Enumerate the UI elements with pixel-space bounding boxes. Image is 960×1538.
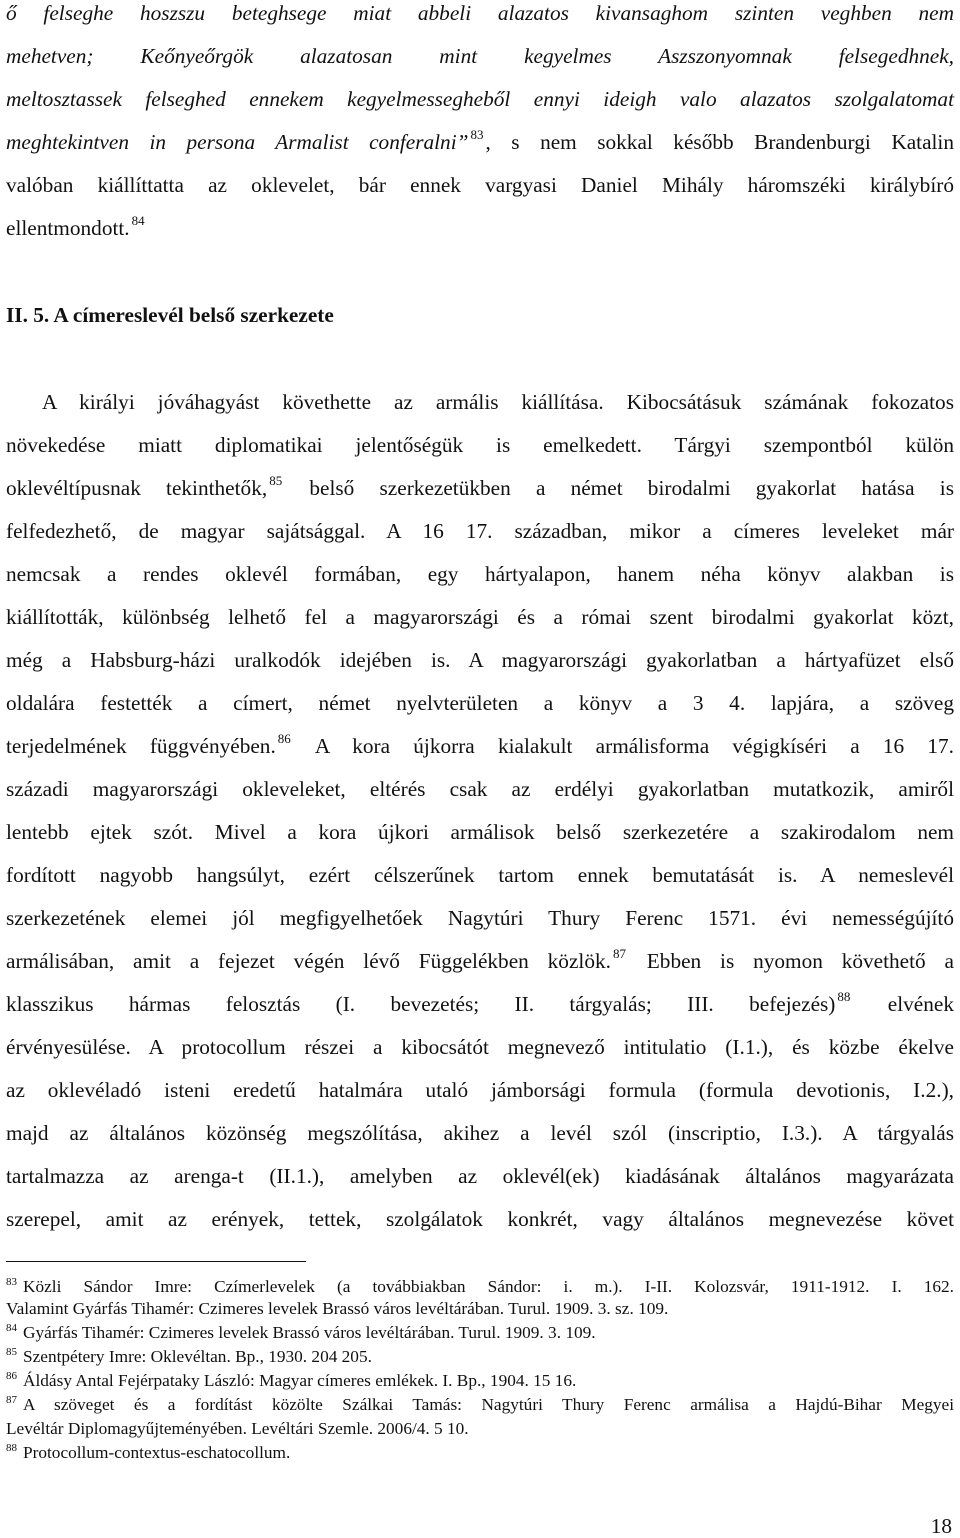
footnote-88-text: Protocollum-contextus-eschatocollum.: [23, 1443, 291, 1462]
body-line-9b: A kora újkorra kialakult armálisforma végigkíséri a 16 17.: [314, 734, 954, 758]
intro-line-4: [6, 129, 954, 158]
body-line-4: felfedezhető, de magyar sajátsággal. A 16 17. században, mikor a címeres leveleket már: [6, 519, 954, 543]
body-line-1: A királyi jóváhagyást követhette az armális kiállítása. Kibocsátásuk számának fokozatos: [42, 390, 954, 414]
body-line-14a: armálisában, amit a fejezet végén lévő Függelékben közlök.: [6, 949, 611, 973]
footnote-85-text: Szentpétery Imre: Oklevéltan. Bp., 1930. 204 205.: [23, 1347, 372, 1366]
footnote-83-number: 83: [6, 1276, 17, 1288]
body-line-3a: oklevéltípusnak tekinthetők,: [6, 476, 268, 500]
body-line-15b: elvének: [887, 992, 954, 1016]
intro-line-1: ő felseghe hoszszu beteghsege miat abbeli alazatos kivansaghom szinten veghben nem: [6, 1, 954, 25]
body-line-9a: terjedelmének függvényében.: [6, 734, 276, 758]
body-line-5: nemcsak a rendes oklevél formában, egy hártyalapon, hanem néha könyv alakban is: [6, 562, 954, 586]
body-line-8: oldalára festették a címert, német nyelvterületen a könyv a 3 4. lapjára, a szöveg: [6, 691, 954, 715]
section-heading: II. 5. A címereslevél belső szerkezete: [6, 303, 334, 327]
body-line-18: majd az általános közönség megszólítása, akihez a levél szól (inscriptio, I.3.). A tárgyalás: [6, 1121, 954, 1145]
body-line-7: még a Habsburg-házi uralkodók idejében is. A magyarországi gyakorlatban a hártyafüzet első: [6, 648, 954, 672]
footnote-85: [6, 1346, 954, 1370]
body-line-9: [6, 733, 954, 762]
page-number: 18: [930, 1514, 952, 1538]
footnote-87-line-1: [6, 1394, 954, 1418]
body-line-3b: belső szerkezetükben a német birodalmi gyakorlat hatása is: [309, 476, 954, 500]
body-line-2: növekedése miatt diplomatikai jelentőségük is emelkedett. Tárgyi szempontból külön: [6, 433, 954, 457]
footnote-ref-86[interactable]: 86: [277, 731, 291, 746]
footnote-84-number: 84: [6, 1322, 17, 1334]
body-line-14b: Ebben is nyomon követhető a: [646, 949, 954, 973]
footnote-83-line-1: [6, 1276, 954, 1300]
body-line-17: az oklevéladó isteni eredetű hatalmára utaló jámborsági formula (formula devotionis, I.2.),: [6, 1078, 954, 1102]
intro-line-4-italic: meghtekintven in persona Armalist conferalni”: [6, 130, 469, 154]
footnote-ref-88[interactable]: 88: [837, 989, 851, 1004]
body-line-15: [6, 991, 954, 1020]
intro-line-6: [6, 215, 954, 244]
footnote-ref-84[interactable]: 84: [131, 213, 145, 228]
body-line-16: érvényesülése. A protocollum részei a kibocsátót megnevező intitulatio (I.1.), és közbe ékelve: [6, 1035, 954, 1059]
footnote-88-number: 88: [6, 1442, 17, 1454]
footnote-84-text: Gyárfás Tihamér: Czimeres levelek Brassó város levéltárában. Turul. 1909. 3. 109.: [23, 1323, 596, 1342]
footnote-86-text: Áldásy Antal Fejérpataky László: Magyar címeres emlékek. I. Bp., 1904. 15 16.: [23, 1371, 577, 1390]
footnote-83-line-2: Valamint Gyárfás Tihamér: Czimeres levelek Brassó város levéltárában. Turul. 1909. 3. sz. 109.: [6, 1299, 669, 1318]
body-line-10: századi magyarországi okleveleket, eltérés csak az erdélyi gyakorlatban mutatkozik, amiről: [6, 777, 954, 801]
footnote-85-number: 85: [6, 1346, 17, 1358]
footnote-ref-85[interactable]: 85: [269, 473, 283, 488]
intro-line-5: valóban kiállíttatta az oklevelet, bár ennek vargyasi Daniel Mihály háromszéki királybíró: [6, 173, 954, 197]
footnote-86: [6, 1370, 954, 1394]
intro-line-2: mehetven; Keőnyeőrgök alazatosan mint kegyelmes Aszszonyomnak felsegedhnek,: [6, 44, 954, 68]
body-line-15a: klasszikus hármas felosztás (I. bevezetés; II. tárgyalás; III. befejezés): [6, 992, 836, 1016]
footnote-87-number: 87: [6, 1394, 17, 1406]
footnote-ref-83[interactable]: 83: [470, 127, 484, 142]
footnote-ref-87[interactable]: 87: [612, 946, 626, 961]
body-line-13: szerkezetének elemei jól megfigyelhetőek Nagytúri Thury Ferenc 1571. évi nemességújító: [6, 906, 954, 930]
intro-line-4-rest: , s nem sokkal később Brandenburgi Katalin: [485, 130, 955, 154]
body-line-11: lentebb ejtek szót. Mivel a kora újkori armálisok belső szerkezetére a szakirodalom nem: [6, 820, 954, 844]
footnote-86-number: 86: [6, 1370, 17, 1382]
intro-line-3: meltosztassek felseghed ennekem kegyelmessegheből ennyi ideigh valo alazatos szolgalatomat: [6, 87, 954, 111]
footnote-83-text-a: Közli Sándor Imre: Czímerlevelek (a továbbiakban Sándor: i. m.). I-II. Kolozsvár, 1911-1912. I. 162.: [23, 1277, 954, 1296]
intro-line-6-text: ellentmondott.: [6, 216, 130, 240]
footnote-separator: [6, 1261, 306, 1262]
body-line-6: kiállították, különbség lelhető fel a magyarországi és a római szent birodalmi gyakorlat közt,: [6, 605, 954, 629]
body-line-20: szerepel, amit az erények, tettek, szolgálatok konkrét, vagy általános megnevezése követ: [6, 1207, 954, 1231]
footnote-87-line-2: Levéltár Diplomagyűjteményében. Levéltári Szemle. 2006/4. 5 10.: [6, 1419, 469, 1438]
body-line-3: [6, 475, 954, 504]
footnote-87-text-a: A szöveget és a fordítást közölte Szálkai Tamás: Nagytúri Thury Ferenc armálisa a Hajdú-Bihar Megyei: [23, 1395, 954, 1414]
body-line-19: tartalmazza az arenga-t (II.1.), amelyben az oklevél(ek) kiadásának általános magyarázata: [6, 1164, 954, 1188]
footnote-84: [6, 1322, 954, 1346]
footnote-88: [6, 1442, 954, 1466]
body-line-14: [6, 948, 954, 977]
body-line-12: fordított nagyobb hangsúlyt, ezért célszerűnek tartom ennek bemutatását is. A nemeslevél: [6, 863, 954, 887]
